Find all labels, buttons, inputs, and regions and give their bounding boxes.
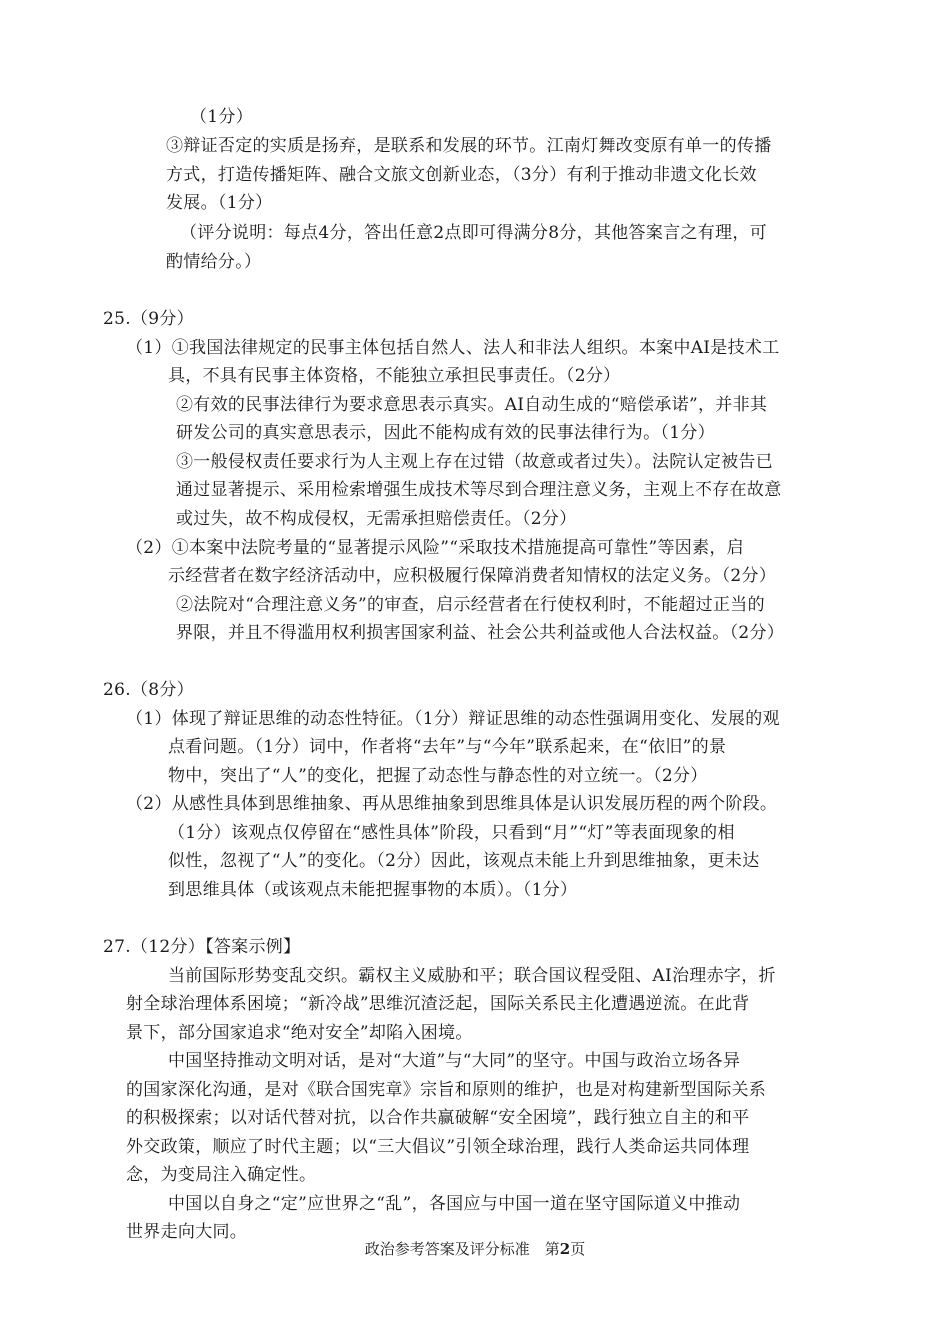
q24-scoring-note-2: 酌情给分。） xyxy=(166,252,262,272)
q26-line-3: 物中，突出了“人”的变化，把握了动态性与静态性的对立统一。（2分） xyxy=(168,766,708,786)
q26-heading: 26.（8分） xyxy=(103,680,194,700)
q27-line-6: 的积极探索；以对话代替对抗，以合作共赢破解“安全困境”，践行独立自主的和平 xyxy=(126,1108,750,1128)
q27-heading: 27.（12分）【答案示例】 xyxy=(103,937,301,957)
q24-line-4: 发展。（1分） xyxy=(166,193,273,213)
q27-line-10: 世界走向大同。 xyxy=(126,1222,248,1242)
q24-line-3: 方式，打造传播矩阵、融合文旅文创新业态，（3分）有利于推动非遗文化长效 xyxy=(166,165,757,185)
q27-line-4: 中国坚持推动文明对话，是对“大道”与“大同”的坚守。中国与政治立场各异 xyxy=(168,1051,741,1071)
q25-line-9: 示经营者在数字经济活动中，应积极履行保障消费者知情权的法定义务。（2分） xyxy=(168,566,777,586)
q24-line-1: （1分） xyxy=(190,107,254,127)
q26-line-6: 似性，忽视了“人”的变化。（2分）因此，该观点未能上升到思维抽象，更未达 xyxy=(168,851,760,871)
footer-suffix: 页 xyxy=(570,1240,586,1258)
q25-line-4: 研发公司的真实意思表示，因此不能构成有效的民事法律行为。（1分） xyxy=(176,423,715,443)
q27-line-7: 外交政策，顺应了时代主题；以“三大倡议”引领全球治理，践行人类命运共同体理 xyxy=(126,1137,750,1157)
q25-line-8: （2）①本案中法院考量的“显著提示风险”“采取技术措施提高可靠性”等因素，启 xyxy=(126,538,744,558)
q27-line-1: 当前国际形势变乱交织。霸权主义威胁和平；联合国议程受阻、AI治理赤字，折 xyxy=(168,966,776,986)
q27-line-9: 中国以自身之“定”应世界之“乱”，各国应与中国一道在坚守国际道义中推动 xyxy=(168,1194,741,1214)
page-footer xyxy=(0,1238,950,1259)
footer-page-number: 2 xyxy=(559,1240,571,1258)
q25-line-1: （1）①我国法律规定的民事主体包括自然人、法人和非法人组织。本案中AI是技术工 xyxy=(126,338,780,358)
q26-line-2: 点看问题。（1分）词中，作者将“去年”与“今年”联系起来，在“依旧”的景 xyxy=(168,737,727,757)
q27-line-2: 射全球治理体系困境；“新冷战”思维沉渣泛起，国际关系民主化遭遇逆流。在此背 xyxy=(126,994,750,1014)
q25-line-10: ②法院对“合理注意义务”的审查，启示经营者在行使权利时，不能超过正当的 xyxy=(176,595,765,615)
q27-line-5: 的国家深化沟通，是对《联合国宪章》宗旨和原则的维护，也是对构建新型国际关系 xyxy=(126,1080,767,1100)
q27-line-3: 景下，部分国家追求“绝对安全”却陷入困境。 xyxy=(126,1023,473,1043)
q25-line-5: ③一般侵权责任要求行为人主观上存在过错（故意或者过失）。法院认定被告已 xyxy=(176,452,773,472)
q25-line-11: 界限，并且不得滥用权利损害国家利益、社会公共利益或他人合法权益。（2分） xyxy=(176,623,785,643)
q25-line-7: 或过失，故不构成侵权，无需承担赔偿责任。（2分） xyxy=(176,509,577,529)
q26-line-5: （1分）该观点仅停留在“感性具体”阶段，只看到“月”“灯”等表面现象的相 xyxy=(168,823,735,843)
q25-line-3: ②有效的民事法律行为要求意思表示真实。AI自动生成的“赔偿承诺”，并非其 xyxy=(176,395,768,415)
q25-line-2: 具，不具有民事主体资格，不能独立承担民事责任。（2分） xyxy=(168,366,621,386)
q25-heading: 25.（9分） xyxy=(103,309,194,329)
q25-line-6: 通过显著提示、采用检索增强生成技术等尽到合理注意义务，主观上不存在故意 xyxy=(176,480,782,500)
q27-line-8: 念，为变局注入确定性。 xyxy=(126,1165,317,1185)
q24-line-2: ③辩证否定的实质是扬弃，是联系和发展的环节。江南灯舞改变原有单一的传播 xyxy=(166,136,772,156)
q26-line-1: （1）体现了辩证思维的动态性特征。（1分）辩证思维的动态性强调用变化、发展的观 xyxy=(126,709,780,729)
q26-line-4: （2）从感性具体到思维抽象、再从思维抽象到思维具体是认识发展历程的两个阶段。 xyxy=(126,794,778,814)
footer-text: 政治参考答案及评分标准 第 xyxy=(364,1240,560,1258)
q26-line-7: 到思维具体（或该观点未能把握事物的本质）。（1分） xyxy=(168,880,578,900)
q24-scoring-note-1: （评分说明：每点4分，答出任意2点即可得满分8分，其他答案言之有理，可 xyxy=(180,223,767,243)
